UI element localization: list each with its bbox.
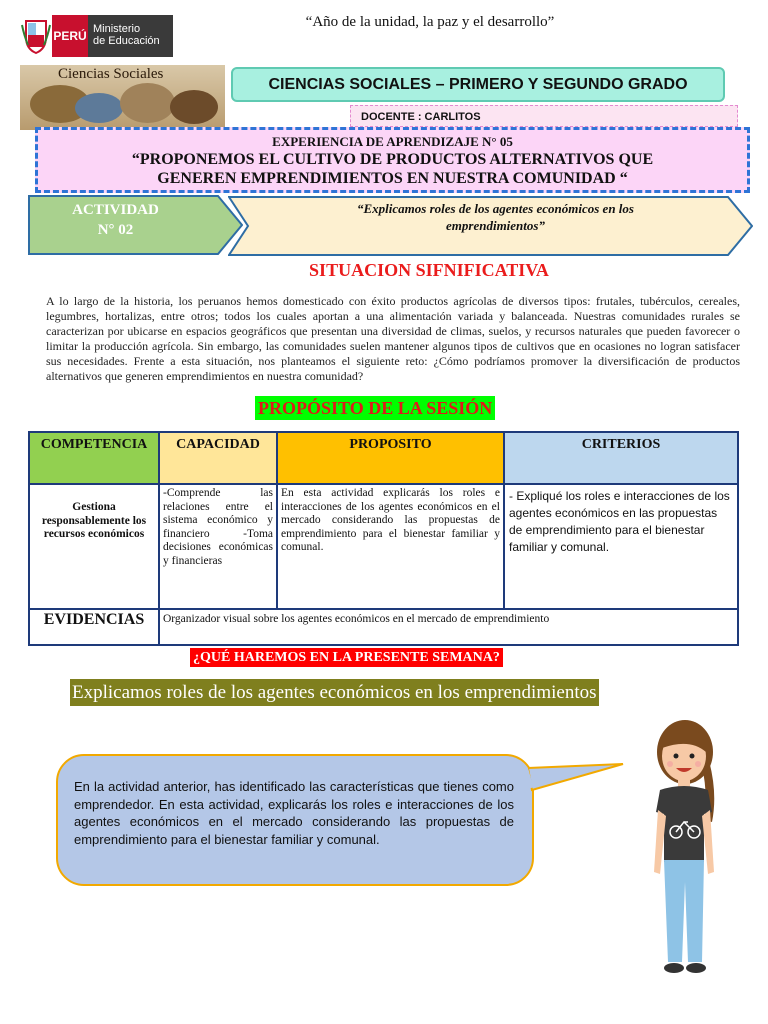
collage-image (120, 83, 175, 123)
evidencias-text: Organizador visual sobre los agentes económicos en el mercado de emprendimiento (159, 609, 738, 645)
speech-bubble: En la actividad anterior, has identificado las características que tienes como emprendedor. En esta actividad, explicarás los roles e interacciones de los agentes económicos en el mercado considerando las propuestas de emprendimiento para el bienestar familiar y comunal. (56, 754, 534, 886)
actividad-title (268, 200, 723, 234)
logo-country: PERÚ (52, 15, 88, 57)
proposito-table (28, 431, 739, 646)
actividad-label (28, 200, 203, 240)
experiencia-box (35, 127, 750, 193)
cell-capacidad: -Comprende las relaciones entre el sistema económico y financiero -Toma decisiones económicas y financieras (159, 484, 277, 609)
banner-title: Ciencias Sociales (58, 66, 164, 82)
table-row (29, 484, 738, 609)
ciencias-sociales-banner (20, 65, 225, 130)
evidencias-label: EVIDENCIAS (29, 609, 159, 645)
motto: “Año de la unidad, la paz y el desarrollo” (305, 14, 555, 30)
coat-of-arms-icon (20, 15, 52, 57)
student-girl-icon (630, 712, 735, 982)
actividad-title-arrow (228, 196, 753, 256)
teacher-label: DOCENTE : CARLITOS (350, 105, 738, 127)
actividad-arrow (28, 195, 243, 255)
header-criterios: CRITERIOS (504, 432, 738, 484)
actividad-title-line1: “Explicamos roles de los agentes económicos en los (357, 201, 634, 216)
collage-image (170, 90, 218, 124)
cell-competencia: Gestiona responsablemente los recursos económicos (29, 484, 159, 609)
header-proposito: PROPOSITO (277, 432, 504, 484)
experiencia-number: EXPERIENCIA DE APRENDIZAJE N° 05 (272, 134, 513, 149)
header-capacidad: CAPACIDAD (159, 432, 277, 484)
collage-image (75, 93, 123, 123)
experiencia-title-line1: “PROPONEMOS EL CULTIVO DE PRODUCTOS ALTERNATIVOS QUE (131, 151, 654, 168)
cell-proposito: En esta actividad explicarás los roles e interacciones de los agentes económicos en el mercado considerando las propuestas de emprendimiento para el bienestar familiar y comunal. (277, 484, 504, 609)
minedu-logo (20, 15, 173, 57)
situacion-heading (0, 260, 768, 281)
semana-heading: ¿QUÉ HAREMOS EN LA PRESENTE SEMANA? (190, 648, 503, 667)
actividad-label-line1: ACTIVIDAD (72, 202, 159, 218)
speech-bubble-tail-icon (528, 762, 628, 802)
table-header-row (29, 432, 738, 484)
actividad-title-line2: emprendimientos” (446, 218, 545, 233)
actividad-label-line2: N° 02 (97, 222, 134, 238)
logo-ministry-line2: de Educación (93, 35, 160, 47)
cell-criterios: - Expliqué los roles e interacciones de los agentes económicos en las propuestas de emprendimiento para el bienestar familiar y comunal. (504, 484, 738, 609)
situacion-paragraph: A lo largo de la historia, los peruanos hemos domesticado con éxito productos agrícolas de diversos tipos: frutales, tubérculos, cereales, legumbres, hortalizas, entre otros; todos los cuales aportan a una alimentación variada y balanceada. Nuestras comunidades rurales se caracterizan por ubicarse en espacios geográficos que presentan una diversidad de climas, suelos, y recursos naturales que pueden favorecer o limitar la producción agrícola. Sin embargo, las comunidades suelen mantener algunos tipos de cultivos que en ocasiones no logran satisfacer sus necesidades. Frente a esta situación, nos planteamos el siguiente reto: ¿Cómo podríamos promover la diversificación de productos alternativos que generen emprendimientos en nuestra comunidad? (46, 294, 740, 383)
proposito-heading: PROPÓSITO DE LA SESIÓN (255, 396, 495, 420)
logo-ministry-line1: Ministerio (93, 23, 141, 35)
evidencias-row (29, 609, 738, 645)
header-competencia: COMPETENCIA (29, 432, 159, 484)
logo-ministry (88, 15, 173, 57)
grade-title: CIENCIAS SOCIALES – PRIMERO Y SEGUNDO GRADO (231, 67, 725, 102)
semana-banner: Explicamos roles de los agentes económicos en los emprendimientos (70, 679, 599, 706)
experiencia-title-line2: GENEREN EMPRENDIMIENTOS EN NUESTRA COMUNIDAD “ (157, 170, 628, 187)
situacion-heading-text: SITUACION SIFNIFICATIVA (309, 260, 549, 280)
